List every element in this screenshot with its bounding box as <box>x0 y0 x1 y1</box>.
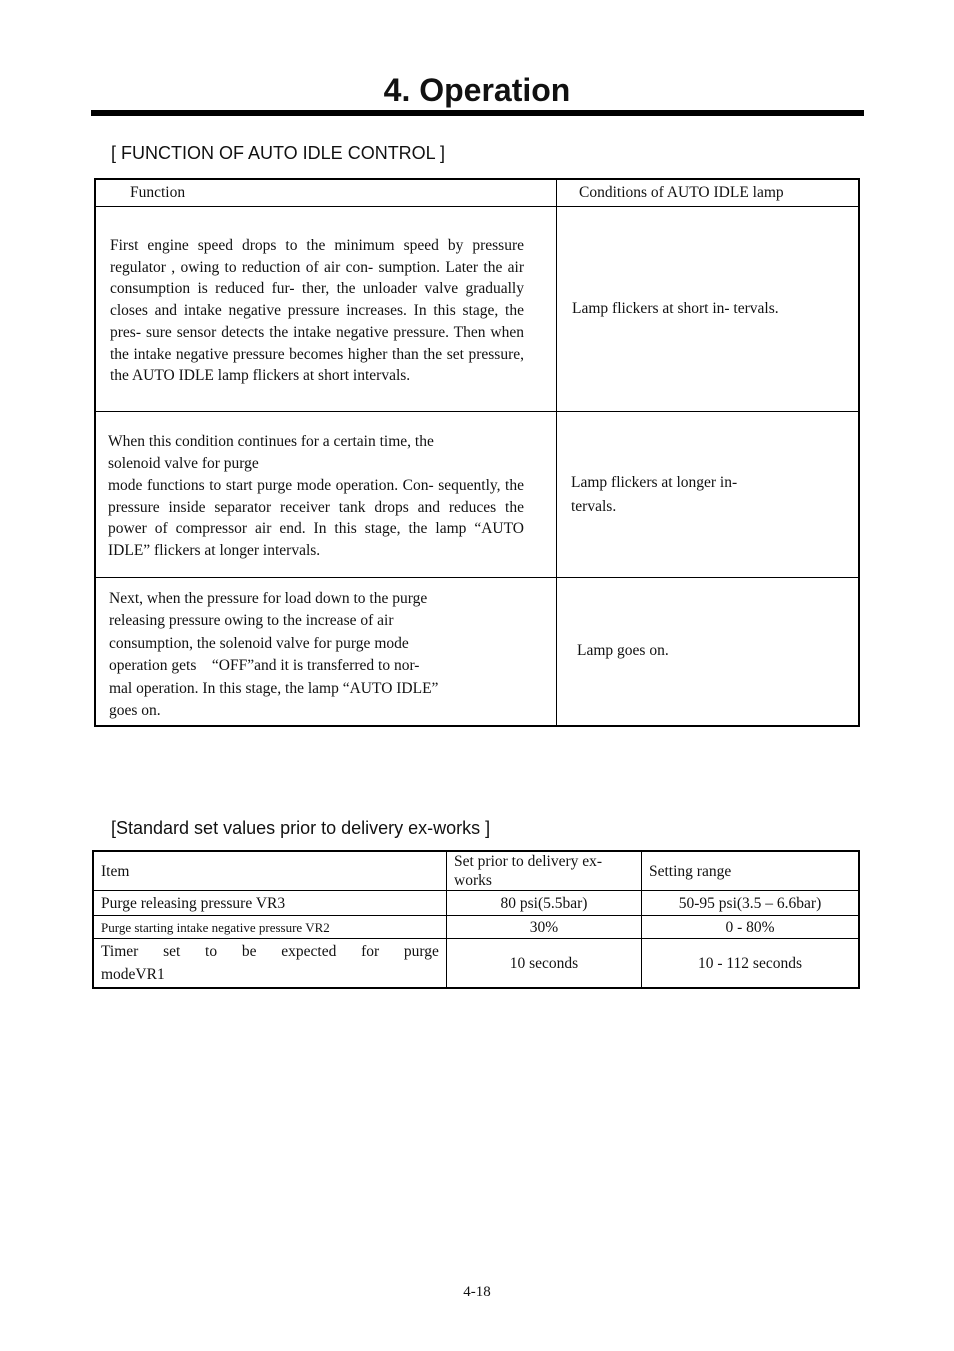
item-word: Timer <box>101 943 139 960</box>
title-rule <box>91 110 864 116</box>
set-value-cell: 80 psi(5.5bar) <box>447 891 642 916</box>
item-cell: Purge releasing pressure VR3 <box>93 891 447 916</box>
function-line: consumption, the solenoid valve for purge mode <box>109 634 409 652</box>
standard-values-heading: [Standard set values prior to delivery ex-works ] <box>111 818 491 838</box>
function-cell <box>95 412 557 578</box>
function-line: operation gets “OFF”and it is transferred to nor- <box>109 657 420 675</box>
condition-text: Lamp flickers at longer in- tervals. <box>571 473 738 515</box>
item-cell: Purge starting intake negative pressure VR2 <box>93 916 447 939</box>
set-value-cell: 10 seconds <box>447 939 642 989</box>
item-line <box>101 940 439 963</box>
table-row <box>95 412 859 578</box>
page-title: 4. Operation <box>383 72 571 108</box>
auto-idle-heading: [ FUNCTION OF AUTO IDLE CONTROL ] <box>111 143 446 163</box>
set-prior-header: Set prior to delivery ex-works <box>447 851 642 891</box>
condition-text: Lamp flickers at short in- tervals. <box>572 300 779 317</box>
set-value-cell: 30% <box>447 916 642 939</box>
function-header: Function <box>95 179 557 207</box>
standard-values-header-row <box>93 851 859 891</box>
function-line: solenoid valve for purge <box>108 454 259 472</box>
item-word: be <box>241 943 257 960</box>
function-line: When this condition continues for a certain time, the <box>108 433 434 451</box>
page-number: 4-18 <box>463 1284 491 1300</box>
standard-values-table <box>92 850 860 989</box>
table-row <box>93 939 859 989</box>
table-row <box>93 916 859 939</box>
item-word: purge <box>403 943 439 960</box>
table-row <box>95 207 859 412</box>
function-text: First engine speed drops to the minimum speed by pressure regulator , owing to reduction of air con- sumption. Later the air consumption is reduced fur- ther, the unloader valve gradually closes and intake negative pressure increases. In this stage, the pres- sure sensor detects the intake negative pressure. Then when the intake negative pressure becomes higher than the set pressure, the AUTO IDLE lamp flickers at short intervals. <box>110 236 524 385</box>
function-text <box>96 580 556 723</box>
function-line: mode functions to start purge mode operation. Con- sequently, the pressure inside separator receiver tank drops and reduces the power of compressor air end. In this stage, the lamp “AUTO IDLE” flickers at longer intervals. <box>108 476 524 560</box>
range-cell: 0 - 80% <box>642 916 860 939</box>
function-cell <box>95 207 557 412</box>
item-line: modeVR1 <box>101 966 165 983</box>
auto-idle-table <box>94 178 860 727</box>
item-header: Item <box>93 851 447 891</box>
item-word: expected <box>281 943 337 960</box>
setting-range-header: Setting range <box>642 851 860 891</box>
item-cell <box>93 939 447 989</box>
range-cell: 50-95 psi(3.5 – 6.6bar) <box>642 891 860 916</box>
item-word: to <box>205 943 218 960</box>
table-row <box>93 891 859 916</box>
function-line: mal operation. In this stage, the lamp “AUTO IDLE” <box>109 679 439 697</box>
function-line: Next, when the pressure for load down to the purge <box>109 589 428 607</box>
item-word: for <box>361 943 380 960</box>
table-row <box>95 578 859 726</box>
condition-cell <box>557 412 860 578</box>
function-line: goes on. <box>109 702 161 720</box>
condition-text: Lamp goes on. <box>577 642 669 660</box>
range-cell: 10 - 112 seconds <box>642 939 860 989</box>
condition-cell <box>557 207 860 412</box>
item-word: set <box>163 943 181 960</box>
auto-idle-header-row <box>95 179 859 207</box>
condition-cell <box>557 578 860 726</box>
function-text <box>96 427 556 562</box>
function-cell <box>95 578 557 726</box>
conditions-header: Conditions of AUTO IDLE lamp <box>557 179 860 207</box>
function-line: releasing pressure owing to the increase of air <box>109 612 394 630</box>
